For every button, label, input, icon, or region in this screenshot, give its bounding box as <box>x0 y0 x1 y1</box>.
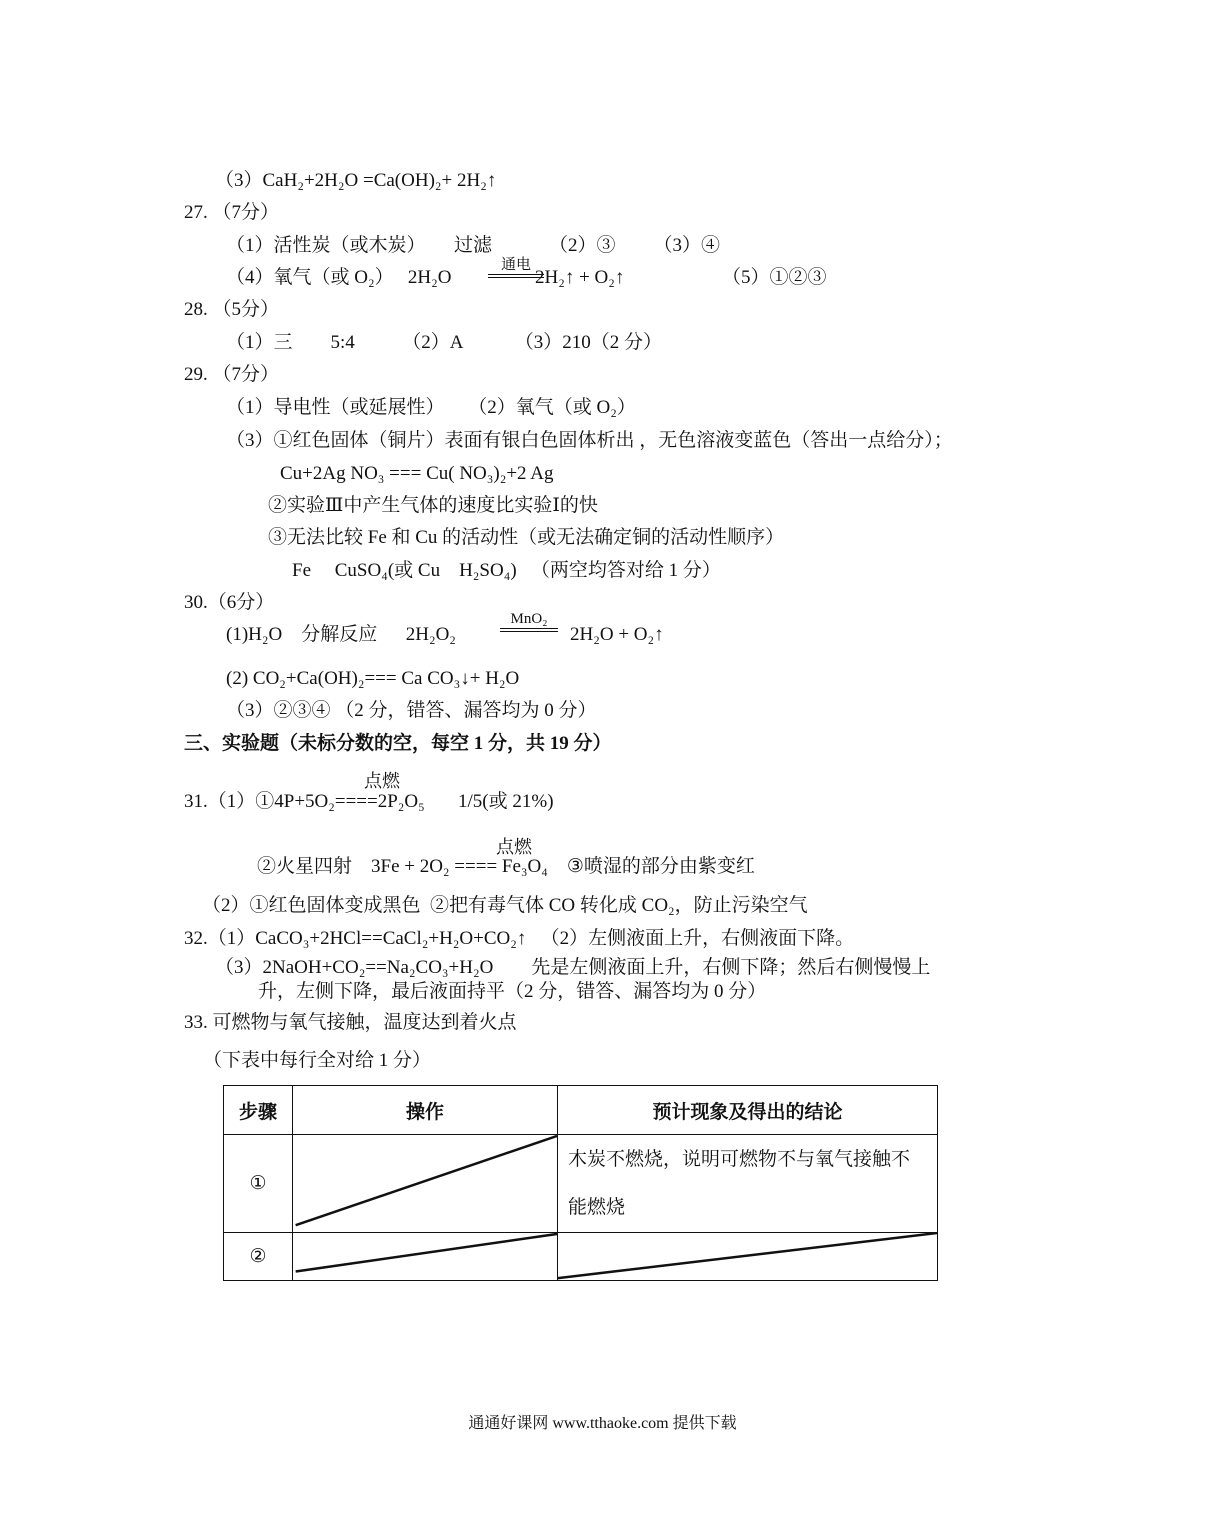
q30-answer-3: （3）②③④ （2 分，错答、漏答均为 0 分） <box>226 700 597 721</box>
conclusion-text: 木炭不燃烧，说明可燃物不与氧气接触不能燃烧 <box>568 1148 911 1218</box>
answer-26-3: （3）CaH₂+2H₂O =Ca(OH)₂+ 2H₂↑ <box>215 170 497 191</box>
q31-condition-1-text: 点燃 <box>364 771 400 791</box>
operation-cell-struck <box>293 1233 558 1281</box>
conclusion-cell <box>558 1135 938 1233</box>
q29-equation: Cu+2Ag NO₃ === Cu( NO₃)₂+2 Ag <box>280 463 554 484</box>
q27-answer-5: （5）①②③ <box>722 267 827 288</box>
q27-answer-1: （1）活性炭（或木炭） 过滤 （2）③ （3）④ <box>226 235 721 256</box>
q28-answer-1: （1）三 5:4 （2）A （3）210（2 分） <box>226 332 662 353</box>
table-row <box>224 1135 938 1233</box>
header-operation: 操作 <box>293 1086 558 1135</box>
q27-condition-text: 通电 <box>500 257 531 273</box>
q32-answer-3b: 升，左侧下降，最后液面持平（2 分，错答、漏答均为 0 分） <box>258 981 767 1002</box>
q29-answer-3: （3）①红色固体（铜片）表面有银白色固体析出 ，无色溶液变蓝色（答出一点给分）； <box>226 430 953 451</box>
q29-answer-3d: Fe CuSO₄(或 Cu H₂SO₄) （两空均答对给 1 分） <box>292 560 721 581</box>
q29-answer-1: （1）导电性（或延展性） （2）氧气（或 O₂） <box>226 397 636 418</box>
conclusion-cell-struck <box>558 1233 938 1281</box>
experiment-table <box>223 1085 938 1281</box>
q30-condition <box>500 611 558 632</box>
q32-answer-1: 32.（1）CaCO₃+2HCl==CaCl₂+H₂O+CO₂↑ （2）左侧液面上升，右侧液面下降。 <box>184 928 855 949</box>
q31-condition-2-text: 点燃 <box>496 837 532 857</box>
operation-cell-struck <box>293 1135 558 1233</box>
q30-answer-2: (2) CO₂+Ca(OH)₂=== Ca CO₃↓+ H₂O <box>226 668 520 689</box>
q30-answer-1b: 2H₂O + O₂↑ <box>570 624 664 645</box>
q32-answer-3a: （3）2NaOH+CO₂==Na₂CO₃+H₂O 先是左侧液面上升，右侧下降；然后右侧慢慢上 <box>215 957 931 978</box>
q33-answer: 33. 可燃物与氧气接触，温度达到着火点 <box>184 1012 517 1033</box>
q30-condition-text: MnO₂ <box>510 611 548 627</box>
q31-answer-1b: ②火星四射 3Fe + 2O₂ ==== Fe₃O₄ ③喷湿的部分由紫变红 <box>257 856 755 877</box>
q29-heading: 29. （7分） <box>184 364 280 385</box>
diagonal-strike <box>293 1135 557 1232</box>
section-3-heading: 三、实验题（未标分数的空，每空 1 分，共 19 分） <box>184 733 612 754</box>
header-conclusion: 预计现象及得出的结论 <box>558 1086 938 1135</box>
diagonal-strike <box>558 1233 937 1280</box>
q31-answer-1: 31.（1）①4P+5O₂====2P₂O₅ 1/5(或 21%) <box>184 791 554 812</box>
q27-heading: 27. （7分） <box>184 202 280 223</box>
q31-condition-1 <box>354 771 410 791</box>
table-row <box>224 1233 938 1281</box>
table-header-row <box>224 1086 938 1135</box>
q29-answer-3b: ②实验Ⅲ中产生气体的速度比实验Ⅰ的快 <box>268 495 598 516</box>
q27-answer-4a: （4）氧气（或 O₂） 2H₂O <box>226 267 452 288</box>
page-footer: 通通好课网 www.tthaoke.com 提供下载 <box>468 1415 737 1432</box>
q30-heading: 30.（6分） <box>184 592 275 613</box>
header-step: 步骤 <box>224 1086 293 1135</box>
q30-answer-1a: (1)H₂O 分解反应 2H₂O₂ <box>226 624 456 645</box>
q27-answer-4b: 2H₂↑ + O₂↑ <box>535 267 625 288</box>
q28-heading: 28. （5分） <box>184 299 280 320</box>
diagonal-strike <box>293 1233 557 1280</box>
step-cell: ① <box>224 1135 293 1233</box>
q31-condition-2 <box>486 837 542 857</box>
q31-answer-2: （2）①红色固体变成黑色 ②把有毒气体 CO 转化成 CO₂，防止污染空气 <box>202 895 808 916</box>
double-line <box>500 628 558 632</box>
q29-answer-3c: ③无法比较 Fe 和 Cu 的活动性（或无法确定铜的活动性顺序） <box>268 527 785 548</box>
q33-note: （下表中每行全对给 1 分） <box>203 1050 432 1071</box>
step-cell: ② <box>224 1233 293 1281</box>
